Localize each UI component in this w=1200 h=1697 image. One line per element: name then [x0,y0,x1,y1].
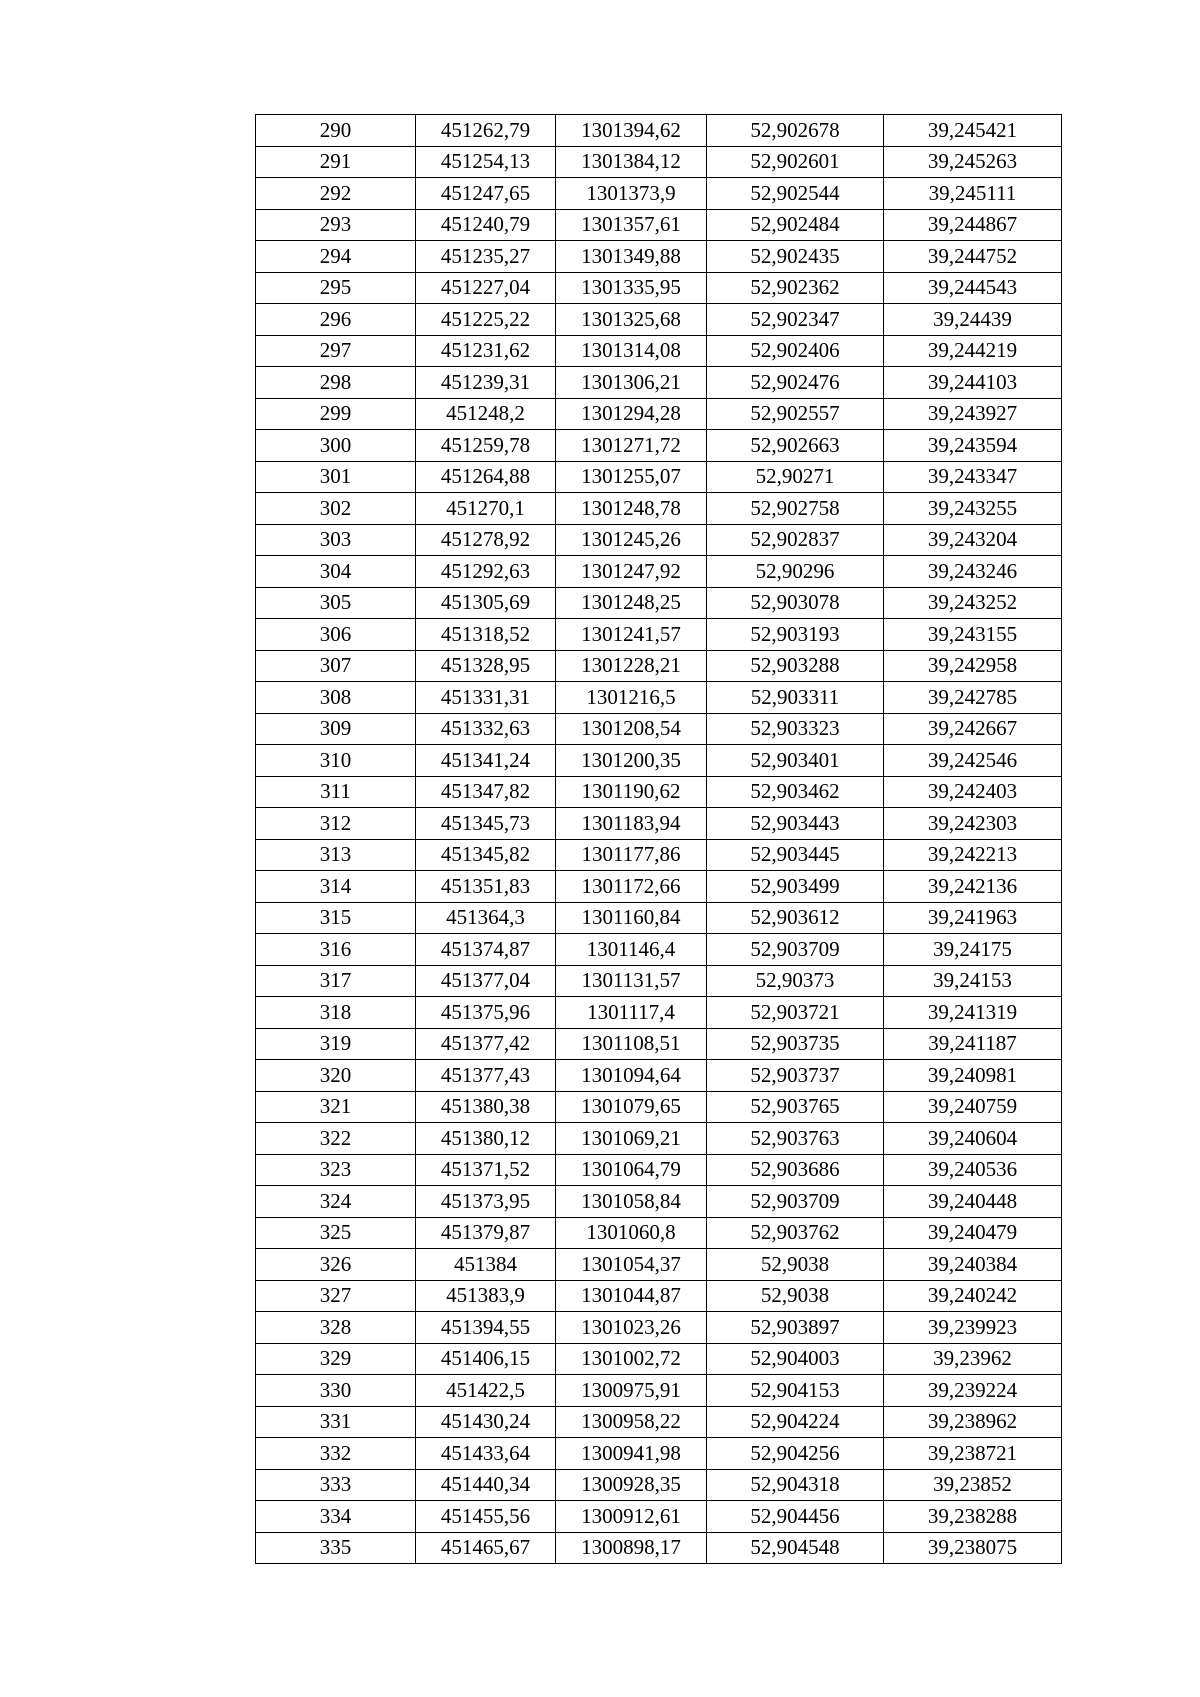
x-coordinate-cell: 451328,95 [416,650,556,682]
point-number-cell: 320 [256,1060,416,1092]
table-row [256,272,1062,304]
latitude-cell: 52,903443 [707,808,884,840]
latitude-cell: 52,902362 [707,272,884,304]
table-row [256,241,1062,273]
point-number-cell: 300 [256,430,416,462]
y-coordinate-cell: 1301200,35 [556,745,707,777]
longitude-cell: 39,245421 [884,115,1062,147]
longitude-cell: 39,238075 [884,1532,1062,1564]
point-number-cell: 328 [256,1312,416,1344]
point-number-cell: 293 [256,209,416,241]
x-coordinate-cell: 451373,95 [416,1186,556,1218]
table-row [256,1154,1062,1186]
table-row [256,1217,1062,1249]
y-coordinate-cell: 1301248,25 [556,587,707,619]
x-coordinate-cell: 451235,27 [416,241,556,273]
y-coordinate-cell: 1301245,26 [556,524,707,556]
latitude-cell: 52,903765 [707,1091,884,1123]
point-number-cell: 322 [256,1123,416,1155]
longitude-cell: 39,244543 [884,272,1062,304]
table-row [256,1091,1062,1123]
y-coordinate-cell: 1301183,94 [556,808,707,840]
longitude-cell: 39,23962 [884,1343,1062,1375]
y-coordinate-cell: 1301131,57 [556,965,707,997]
latitude-cell: 52,903737 [707,1060,884,1092]
table-row [256,1469,1062,1501]
point-number-cell: 309 [256,713,416,745]
y-coordinate-cell: 1301002,72 [556,1343,707,1375]
y-coordinate-cell: 1301060,8 [556,1217,707,1249]
latitude-cell: 52,904318 [707,1469,884,1501]
point-number-cell: 306 [256,619,416,651]
table-row [256,1343,1062,1375]
point-number-cell: 321 [256,1091,416,1123]
point-number-cell: 311 [256,776,416,808]
y-coordinate-cell: 1301117,4 [556,997,707,1029]
point-number-cell: 318 [256,997,416,1029]
longitude-cell: 39,240448 [884,1186,1062,1218]
longitude-cell: 39,240536 [884,1154,1062,1186]
x-coordinate-cell: 451248,2 [416,398,556,430]
x-coordinate-cell: 451318,52 [416,619,556,651]
longitude-cell: 39,240479 [884,1217,1062,1249]
table-row [256,1312,1062,1344]
point-number-cell: 302 [256,493,416,525]
latitude-cell: 52,903288 [707,650,884,682]
latitude-cell: 52,902758 [707,493,884,525]
x-coordinate-cell: 451371,52 [416,1154,556,1186]
x-coordinate-cell: 451231,62 [416,335,556,367]
y-coordinate-cell: 1301177,86 [556,839,707,871]
longitude-cell: 39,238721 [884,1438,1062,1470]
table-row [256,965,1062,997]
x-coordinate-cell: 451455,56 [416,1501,556,1533]
latitude-cell: 52,903686 [707,1154,884,1186]
x-coordinate-cell: 451379,87 [416,1217,556,1249]
y-coordinate-cell: 1301069,21 [556,1123,707,1155]
x-coordinate-cell: 451380,38 [416,1091,556,1123]
table-row [256,871,1062,903]
x-coordinate-cell: 451433,64 [416,1438,556,1470]
point-number-cell: 314 [256,871,416,903]
y-coordinate-cell: 1301325,68 [556,304,707,336]
longitude-cell: 39,244867 [884,209,1062,241]
table-row [256,934,1062,966]
x-coordinate-cell: 451383,9 [416,1280,556,1312]
x-coordinate-cell: 451262,79 [416,115,556,147]
longitude-cell: 39,242403 [884,776,1062,808]
table-row [256,745,1062,777]
table-row [256,682,1062,714]
longitude-cell: 39,243255 [884,493,1062,525]
x-coordinate-cell: 451422,5 [416,1375,556,1407]
x-coordinate-cell: 451341,24 [416,745,556,777]
point-number-cell: 327 [256,1280,416,1312]
x-coordinate-cell: 451270,1 [416,493,556,525]
latitude-cell: 52,903311 [707,682,884,714]
point-number-cell: 315 [256,902,416,934]
table-row [256,556,1062,588]
y-coordinate-cell: 1301160,84 [556,902,707,934]
x-coordinate-cell: 451380,12 [416,1123,556,1155]
y-coordinate-cell: 1300941,98 [556,1438,707,1470]
point-number-cell: 295 [256,272,416,304]
point-number-cell: 292 [256,178,416,210]
point-number-cell: 290 [256,115,416,147]
table-row [256,619,1062,651]
point-number-cell: 296 [256,304,416,336]
table-row [256,209,1062,241]
latitude-cell: 52,903612 [707,902,884,934]
table-row [256,713,1062,745]
x-coordinate-cell: 451351,83 [416,871,556,903]
y-coordinate-cell: 1301058,84 [556,1186,707,1218]
x-coordinate-cell: 451394,55 [416,1312,556,1344]
table-row [256,1280,1062,1312]
table-row [256,146,1062,178]
coordinate-table [255,114,1062,1564]
table-row [256,1060,1062,1092]
table-row [256,461,1062,493]
x-coordinate-cell: 451384 [416,1249,556,1281]
x-coordinate-cell: 451331,31 [416,682,556,714]
latitude-cell: 52,903499 [707,871,884,903]
longitude-cell: 39,243246 [884,556,1062,588]
latitude-cell: 52,903762 [707,1217,884,1249]
x-coordinate-cell: 451305,69 [416,587,556,619]
latitude-cell: 52,904456 [707,1501,884,1533]
y-coordinate-cell: 1301335,95 [556,272,707,304]
longitude-cell: 39,240242 [884,1280,1062,1312]
longitude-cell: 39,24175 [884,934,1062,966]
point-number-cell: 291 [256,146,416,178]
table-row [256,1501,1062,1533]
x-coordinate-cell: 451465,67 [416,1532,556,1564]
point-number-cell: 334 [256,1501,416,1533]
longitude-cell: 39,243252 [884,587,1062,619]
latitude-cell: 52,902406 [707,335,884,367]
latitude-cell: 52,902347 [707,304,884,336]
longitude-cell: 39,243155 [884,619,1062,651]
point-number-cell: 304 [256,556,416,588]
point-number-cell: 299 [256,398,416,430]
y-coordinate-cell: 1301172,66 [556,871,707,903]
point-number-cell: 324 [256,1186,416,1218]
y-coordinate-cell: 1301023,26 [556,1312,707,1344]
table-row [256,808,1062,840]
latitude-cell: 52,903897 [707,1312,884,1344]
table-row [256,1406,1062,1438]
longitude-cell: 39,243594 [884,430,1062,462]
point-number-cell: 301 [256,461,416,493]
latitude-cell: 52,90373 [707,965,884,997]
point-number-cell: 307 [256,650,416,682]
table-row [256,587,1062,619]
y-coordinate-cell: 1301247,92 [556,556,707,588]
x-coordinate-cell: 451374,87 [416,934,556,966]
longitude-cell: 39,240759 [884,1091,1062,1123]
y-coordinate-cell: 1301241,57 [556,619,707,651]
table-row [256,650,1062,682]
longitude-cell: 39,243347 [884,461,1062,493]
x-coordinate-cell: 451430,24 [416,1406,556,1438]
y-coordinate-cell: 1301373,9 [556,178,707,210]
longitude-cell: 39,242136 [884,871,1062,903]
point-number-cell: 294 [256,241,416,273]
point-number-cell: 329 [256,1343,416,1375]
x-coordinate-cell: 451278,92 [416,524,556,556]
y-coordinate-cell: 1301384,12 [556,146,707,178]
point-number-cell: 316 [256,934,416,966]
latitude-cell: 52,903078 [707,587,884,619]
longitude-cell: 39,240604 [884,1123,1062,1155]
longitude-cell: 39,24439 [884,304,1062,336]
x-coordinate-cell: 451345,82 [416,839,556,871]
y-coordinate-cell: 1301044,87 [556,1280,707,1312]
table-row [256,1028,1062,1060]
longitude-cell: 39,245111 [884,178,1062,210]
x-coordinate-cell: 451247,65 [416,178,556,210]
y-coordinate-cell: 1301306,21 [556,367,707,399]
latitude-cell: 52,904003 [707,1343,884,1375]
table-row [256,1123,1062,1155]
table-row [256,304,1062,336]
x-coordinate-cell: 451240,79 [416,209,556,241]
table-row [256,115,1062,147]
x-coordinate-cell: 451239,31 [416,367,556,399]
longitude-cell: 39,23852 [884,1469,1062,1501]
y-coordinate-cell: 1301208,54 [556,713,707,745]
x-coordinate-cell: 451259,78 [416,430,556,462]
longitude-cell: 39,242667 [884,713,1062,745]
y-coordinate-cell: 1301094,64 [556,1060,707,1092]
longitude-cell: 39,243204 [884,524,1062,556]
table-row [256,839,1062,871]
table-row [256,178,1062,210]
point-number-cell: 323 [256,1154,416,1186]
longitude-cell: 39,244219 [884,335,1062,367]
y-coordinate-cell: 1301054,37 [556,1249,707,1281]
y-coordinate-cell: 1301064,79 [556,1154,707,1186]
table-row [256,1375,1062,1407]
longitude-cell: 39,24153 [884,965,1062,997]
point-number-cell: 305 [256,587,416,619]
latitude-cell: 52,902837 [707,524,884,556]
y-coordinate-cell: 1301394,62 [556,115,707,147]
latitude-cell: 52,903709 [707,934,884,966]
y-coordinate-cell: 1301079,65 [556,1091,707,1123]
x-coordinate-cell: 451345,73 [416,808,556,840]
x-coordinate-cell: 451364,3 [416,902,556,934]
point-number-cell: 312 [256,808,416,840]
longitude-cell: 39,240384 [884,1249,1062,1281]
y-coordinate-cell: 1301190,62 [556,776,707,808]
latitude-cell: 52,904256 [707,1438,884,1470]
y-coordinate-cell: 1300975,91 [556,1375,707,1407]
x-coordinate-cell: 451406,15 [416,1343,556,1375]
longitude-cell: 39,242546 [884,745,1062,777]
table-row [256,398,1062,430]
table-row [256,493,1062,525]
table-row [256,902,1062,934]
latitude-cell: 52,903763 [707,1123,884,1155]
longitude-cell: 39,239923 [884,1312,1062,1344]
point-number-cell: 330 [256,1375,416,1407]
y-coordinate-cell: 1300958,22 [556,1406,707,1438]
table-row [256,430,1062,462]
point-number-cell: 297 [256,335,416,367]
y-coordinate-cell: 1301294,28 [556,398,707,430]
point-number-cell: 325 [256,1217,416,1249]
longitude-cell: 39,242958 [884,650,1062,682]
y-coordinate-cell: 1301228,21 [556,650,707,682]
y-coordinate-cell: 1301146,4 [556,934,707,966]
longitude-cell: 39,242303 [884,808,1062,840]
longitude-cell: 39,244103 [884,367,1062,399]
latitude-cell: 52,902678 [707,115,884,147]
longitude-cell: 39,239224 [884,1375,1062,1407]
latitude-cell: 52,903709 [707,1186,884,1218]
table-row [256,1249,1062,1281]
x-coordinate-cell: 451377,43 [416,1060,556,1092]
y-coordinate-cell: 1300928,35 [556,1469,707,1501]
latitude-cell: 52,9038 [707,1249,884,1281]
longitude-cell: 39,244752 [884,241,1062,273]
y-coordinate-cell: 1300898,17 [556,1532,707,1564]
table-row [256,1532,1062,1564]
longitude-cell: 39,242213 [884,839,1062,871]
longitude-cell: 39,238962 [884,1406,1062,1438]
latitude-cell: 52,903401 [707,745,884,777]
x-coordinate-cell: 451377,42 [416,1028,556,1060]
point-number-cell: 317 [256,965,416,997]
point-number-cell: 326 [256,1249,416,1281]
latitude-cell: 52,904224 [707,1406,884,1438]
y-coordinate-cell: 1301314,08 [556,335,707,367]
point-number-cell: 332 [256,1438,416,1470]
latitude-cell: 52,9038 [707,1280,884,1312]
x-coordinate-cell: 451225,22 [416,304,556,336]
latitude-cell: 52,902484 [707,209,884,241]
latitude-cell: 52,902435 [707,241,884,273]
point-number-cell: 333 [256,1469,416,1501]
longitude-cell: 39,245263 [884,146,1062,178]
point-number-cell: 310 [256,745,416,777]
latitude-cell: 52,90296 [707,556,884,588]
latitude-cell: 52,902544 [707,178,884,210]
latitude-cell: 52,904548 [707,1532,884,1564]
table-row [256,776,1062,808]
y-coordinate-cell: 1301108,51 [556,1028,707,1060]
latitude-cell: 52,904153 [707,1375,884,1407]
x-coordinate-cell: 451254,13 [416,146,556,178]
y-coordinate-cell: 1300912,61 [556,1501,707,1533]
latitude-cell: 52,90271 [707,461,884,493]
y-coordinate-cell: 1301349,88 [556,241,707,273]
table-row [256,367,1062,399]
point-number-cell: 331 [256,1406,416,1438]
latitude-cell: 52,903735 [707,1028,884,1060]
point-number-cell: 303 [256,524,416,556]
x-coordinate-cell: 451375,96 [416,997,556,1029]
latitude-cell: 52,902557 [707,398,884,430]
point-number-cell: 308 [256,682,416,714]
longitude-cell: 39,242785 [884,682,1062,714]
longitude-cell: 39,243927 [884,398,1062,430]
latitude-cell: 52,902663 [707,430,884,462]
longitude-cell: 39,238288 [884,1501,1062,1533]
table-row [256,524,1062,556]
y-coordinate-cell: 1301271,72 [556,430,707,462]
y-coordinate-cell: 1301357,61 [556,209,707,241]
x-coordinate-cell: 451440,34 [416,1469,556,1501]
table-row [256,335,1062,367]
table-row [256,1186,1062,1218]
point-number-cell: 335 [256,1532,416,1564]
point-number-cell: 319 [256,1028,416,1060]
x-coordinate-cell: 451332,63 [416,713,556,745]
longitude-cell: 39,241319 [884,997,1062,1029]
y-coordinate-cell: 1301248,78 [556,493,707,525]
point-number-cell: 313 [256,839,416,871]
latitude-cell: 52,903193 [707,619,884,651]
longitude-cell: 39,241963 [884,902,1062,934]
latitude-cell: 52,903721 [707,997,884,1029]
x-coordinate-cell: 451227,04 [416,272,556,304]
latitude-cell: 52,903323 [707,713,884,745]
longitude-cell: 39,240981 [884,1060,1062,1092]
y-coordinate-cell: 1301216,5 [556,682,707,714]
coordinate-table-body [256,115,1062,1564]
table-row [256,997,1062,1029]
latitude-cell: 52,903462 [707,776,884,808]
latitude-cell: 52,902601 [707,146,884,178]
x-coordinate-cell: 451264,88 [416,461,556,493]
longitude-cell: 39,241187 [884,1028,1062,1060]
table-row [256,1438,1062,1470]
y-coordinate-cell: 1301255,07 [556,461,707,493]
x-coordinate-cell: 451347,82 [416,776,556,808]
point-number-cell: 298 [256,367,416,399]
x-coordinate-cell: 451377,04 [416,965,556,997]
x-coordinate-cell: 451292,63 [416,556,556,588]
latitude-cell: 52,903445 [707,839,884,871]
latitude-cell: 52,902476 [707,367,884,399]
